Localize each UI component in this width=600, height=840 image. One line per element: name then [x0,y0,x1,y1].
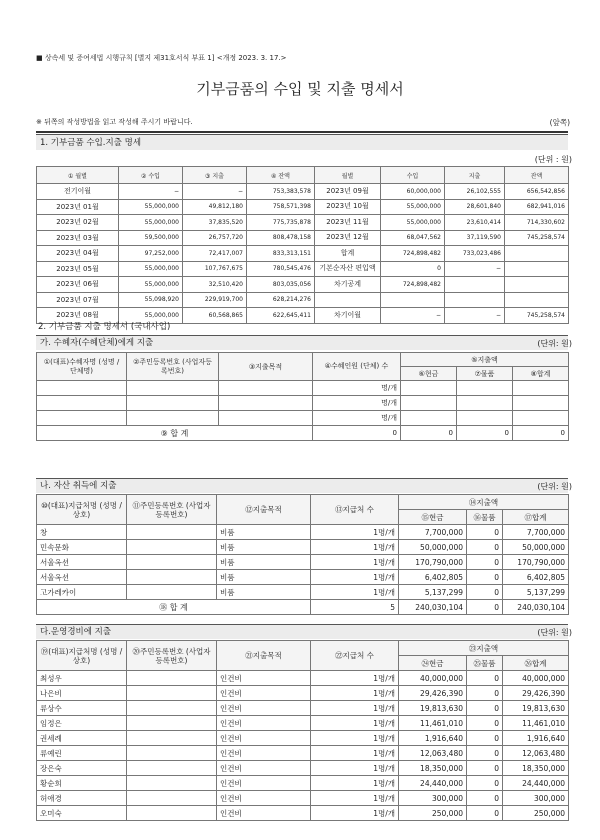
goods-cell: 0 [467,731,503,746]
month-cell: 2023년 02월 [37,215,119,231]
sum-count: 5 [311,600,399,615]
c-h-cash: ㉔현금 [399,656,467,671]
table-row [37,230,569,246]
table-row [37,746,569,761]
payee-name: 류예린 [37,746,127,761]
cash-cell: 19,813,630 [399,701,467,716]
count-unit: 명/개 [313,396,401,411]
c-h-reg: ⑳주민등록번호 (사업자등록번호) [127,641,217,671]
a-sum-goods: 0 [457,426,513,441]
goods-cell: 0 [467,701,503,716]
goods-cell: 0 [467,716,503,731]
title-rule [36,131,568,133]
expense-cell [445,292,505,308]
balance-cell: 622,645,411 [247,308,315,324]
total-cell: 50,000,000 [503,540,569,555]
income-cell [381,292,445,308]
purpose-cell: 인건비 [217,746,311,761]
c-h-name: ⑲(대표)지급처명 (성명 / 상호) [37,641,127,671]
month-cell: 차기공계 [315,277,381,293]
goods-cell: 0 [467,540,503,555]
expense-cell: 26,757,720 [183,230,247,246]
expense-cell: 32,510,420 [183,277,247,293]
expense-cell: 23,610,414 [445,215,505,231]
income-cell: 60,000,000 [381,184,445,200]
table-row [37,292,569,308]
table-row [37,686,569,701]
count-cell: 1명/개 [311,746,399,761]
table-row [37,731,569,746]
table-row [37,701,569,716]
cash-cell: 1,916,640 [399,731,467,746]
income-cell: 724,898,482 [381,277,445,293]
document-title: 기부금품의 수입 및 지출 명세서 [196,80,404,98]
payee-name: 권세례 [37,731,127,746]
balance-cell: 833,313,151 [247,246,315,262]
count-cell: 1명/개 [311,671,399,686]
c-h-goods: ㉕물품 [467,656,503,671]
goods-cell: 0 [467,806,503,821]
instruction-note: ※ 뒤쪽의 작성방법을 읽고 작성해 주시기 바랍니다. [36,118,193,126]
balance-cell: 780,545,476 [247,261,315,277]
registration-number [127,570,217,585]
count-cell: 1명/개 [311,525,399,540]
payee-name: 나은비 [37,686,127,701]
registration-number [127,585,217,600]
goods-cell: 0 [467,585,503,600]
a-sum-count: 0 [313,426,401,441]
goods-cell: 0 [467,525,503,540]
purpose-cell: 인건비 [217,686,311,701]
purpose-cell: 인건비 [217,806,311,821]
table-row [37,776,569,791]
expense-cell [445,277,505,293]
c-h-count: ㉒지급처 수 [311,641,399,671]
b-h-count: ⑬지급처 수 [311,495,399,525]
col-month-2: 월별 [315,167,381,184]
expense-cell: − [183,184,247,200]
table-row [37,570,569,585]
count-cell: 1명/개 [311,540,399,555]
income-cell: 55,000,000 [119,199,183,215]
b-h-name: ⑩(대표)지급처명 (성명 / 상호) [37,495,127,525]
total-cell: 250,000 [503,806,569,821]
registration-number [127,746,217,761]
page-side: (앞쪽) [549,118,570,127]
sub-c-title: 다.운영경비에 지출 [36,624,568,639]
goods-cell: 0 [467,686,503,701]
cash-cell: 300,000 [399,791,467,806]
income-cell: − [119,184,183,200]
registration-number [127,776,217,791]
expense-cell: 229,919,700 [183,292,247,308]
count-cell: 1명/개 [311,716,399,731]
purpose-cell: 인건비 [217,716,311,731]
b-h-total: ⑰합계 [503,510,569,525]
sum-total: 240,030,104 [503,600,569,615]
sum-row [37,426,569,441]
count-cell: 1명/개 [311,585,399,600]
sum-goods: 0 [467,600,503,615]
a-h-goods: ⑦물품 [457,367,513,381]
expense-cell: 733,023,486 [445,246,505,262]
table-row [37,525,569,540]
section2-title: 2. 기부금품 지출 명세서 (국내사업) [38,322,171,332]
payee-name: 황순희 [37,776,127,791]
total-cell: 7,700,000 [503,525,569,540]
balance-cell [505,261,569,277]
table-row [37,199,569,215]
balance-cell: 682,941,016 [505,199,569,215]
cash-cell: 50,000,000 [399,540,467,555]
table-row [37,761,569,776]
a-h-total: ⑧합계 [513,367,569,381]
purpose-cell: 비품 [217,570,311,585]
table-row [37,671,569,686]
cash-cell: 5,137,299 [399,585,467,600]
total-cell: 29,426,390 [503,686,569,701]
purpose-cell: 인건비 [217,731,311,746]
goods-cell: 0 [467,671,503,686]
expense-cell: 37,835,520 [183,215,247,231]
month-cell [315,292,381,308]
col-month: ① 월별 [37,167,119,184]
registration-number [127,525,217,540]
sub-b-title: 나. 자산 취득에 지출 [36,478,568,493]
count-cell: 1명/개 [311,761,399,776]
sum-row [37,600,569,615]
table-row [37,806,569,821]
income-cell: 55,000,000 [119,261,183,277]
cash-cell: 250,000 [399,806,467,821]
purpose-cell: 비품 [217,540,311,555]
sub-a-title: 가. 수혜자(수혜단체)에게 지출 [36,335,568,350]
payee-name: 오미숙 [37,806,127,821]
count-cell: 1명/개 [311,570,399,585]
cash-cell: 7,700,000 [399,525,467,540]
total-cell: 12,063,480 [503,746,569,761]
total-cell: 18,350,000 [503,761,569,776]
payee-name: 민속문화 [37,540,127,555]
a-h-amount: ⑤지출액 [401,353,569,367]
recipient-table [36,352,569,441]
month-cell: 2023년 06월 [37,277,119,293]
asset-table [36,494,569,615]
b-h-amount: ⑭지출액 [399,495,569,510]
count-cell: 1명/개 [311,776,399,791]
goods-cell: 0 [467,570,503,585]
registration-number [127,806,217,821]
registration-number [127,731,217,746]
a-h-count: ④수혜인원 (단체) 수 [313,353,401,381]
month-cell: 합계 [315,246,381,262]
section1-title: 1. 기부금품 수입.지출 명세 [36,134,568,150]
sum-label: ⑱ 합 계 [37,600,311,615]
purpose-cell: 비품 [217,555,311,570]
cash-cell: 11,461,010 [399,716,467,731]
total-cell: 300,000 [503,791,569,806]
balance-cell: 803,035,056 [247,277,315,293]
balance-cell: 714,330,602 [505,215,569,231]
month-cell: 2023년 07월 [37,292,119,308]
income-cell: 55,000,000 [119,215,183,231]
expense-cell: 49,812,180 [183,199,247,215]
total-cell: 6,402,805 [503,570,569,585]
sub-b-unit: (단위: 원) [537,482,572,491]
registration-number [127,540,217,555]
month-cell: 2023년 09월 [315,184,381,200]
goods-cell: 0 [467,791,503,806]
sub-c-unit: (단위: 원) [537,628,572,637]
sub-a-unit: (단위: 원) [537,339,572,348]
b-h-reg: ⑪주민등록번호 (사업자등록번호) [127,495,217,525]
a-sum-cash: 0 [401,426,457,441]
payee-name: 서울옥션 [37,570,127,585]
registration-number [127,671,217,686]
month-cell: 기본순자산 편입액 [315,261,381,277]
payee-name: 창 [37,525,127,540]
table-row [37,261,569,277]
month-cell: 전기이월 [37,184,119,200]
b-h-goods: ⑯물품 [467,510,503,525]
month-cell: 2023년 12월 [315,230,381,246]
month-cell: 차기이월 [315,308,381,324]
goods-cell: 0 [467,746,503,761]
col-expense-2: 지출 [445,167,505,184]
total-cell: 170,790,000 [503,555,569,570]
c-h-total: ㉖합계 [503,656,569,671]
month-cell: 2023년 08월 [37,308,119,324]
table-row [37,184,569,200]
month-cell: 2023년 04월 [37,246,119,262]
table-row [37,540,569,555]
month-cell: 2023년 03월 [37,230,119,246]
count-unit: 명/개 [313,381,401,396]
balance-cell: 753,383,578 [247,184,315,200]
expense-cell: 37,119,590 [445,230,505,246]
balance-cell [505,277,569,293]
a-sum-label: ⑨ 합 계 [37,426,313,441]
month-cell: 2023년 01월 [37,199,119,215]
a-h-cash: ⑥현금 [401,367,457,381]
cash-cell: 12,063,480 [399,746,467,761]
registration-number [127,701,217,716]
month-cell: 2023년 05월 [37,261,119,277]
income-cell: 0 [381,261,445,277]
balance-cell: 628,214,276 [247,292,315,308]
purpose-cell: 인건비 [217,776,311,791]
income-cell: 55,000,000 [381,199,445,215]
cash-cell: 40,000,000 [399,671,467,686]
payee-name: 허애경 [37,791,127,806]
income-cell: 55,098,920 [119,292,183,308]
payee-name: 장은숙 [37,761,127,776]
registration-number [127,716,217,731]
a-h-name: ①(대표)수혜자명 (성명 / 단체명) [37,353,127,381]
count-cell: 1명/개 [311,686,399,701]
balance-cell [505,246,569,262]
count-unit: 명/개 [313,411,401,426]
col-expense: ③ 지출 [183,167,247,184]
income-cell: 68,047,562 [381,230,445,246]
income-expense-table [36,166,569,324]
expense-cell: 26,102,555 [445,184,505,200]
cash-cell: 18,350,000 [399,761,467,776]
table-row [37,411,569,426]
income-cell: 724,898,482 [381,246,445,262]
purpose-cell: 비품 [217,525,311,540]
income-cell: 59,500,000 [119,230,183,246]
income-cell: − [381,308,445,324]
purpose-cell: 비품 [217,585,311,600]
balance-cell: 745,258,574 [505,308,569,324]
c-h-purpose: ㉑지출목적 [217,641,311,671]
expense-cell: 28,601,840 [445,199,505,215]
expense-cell: 107,767,675 [183,261,247,277]
payee-name: 고가레카이 [37,585,127,600]
purpose-cell: 인건비 [217,671,311,686]
registration-number [127,555,217,570]
cash-cell: 29,426,390 [399,686,467,701]
expense-cell: 60,568,865 [183,308,247,324]
cash-cell: 170,790,000 [399,555,467,570]
payee-name: 임정은 [37,716,127,731]
income-cell: 97,252,000 [119,246,183,262]
total-cell: 5,137,299 [503,585,569,600]
balance-cell: 656,542,856 [505,184,569,200]
goods-cell: 0 [467,761,503,776]
count-cell: 1명/개 [311,731,399,746]
payee-name: 서울옥션 [37,555,127,570]
b-h-purpose: ⑫지출목적 [217,495,311,525]
c-h-amount: ㉓지출액 [399,641,569,656]
payee-name: 최성우 [37,671,127,686]
expense-cell: 72,417,007 [183,246,247,262]
registration-number [127,761,217,776]
total-cell: 40,000,000 [503,671,569,686]
table-row [37,215,569,231]
month-cell: 2023년 10월 [315,199,381,215]
operating-expense-table [36,640,569,821]
payee-name: 류상수 [37,701,127,716]
total-cell: 11,461,010 [503,716,569,731]
regulation-note: ■ 상속세 및 증여세법 시행규칙 [별지 제31호서식 부표 1] <개정 2023. 3. 17.> [36,54,287,62]
a-h-reg: ②주민등록번호 (사업자등록번호) [127,353,219,381]
sum-cash: 240,030,104 [399,600,467,615]
table-row [37,716,569,731]
a-h-purpose: ③지출목적 [219,353,313,381]
col-balance-2: 잔액 [505,167,569,184]
table-row [37,381,569,396]
balance-cell: 758,571,398 [247,199,315,215]
count-cell: 1명/개 [311,555,399,570]
purpose-cell: 인건비 [217,761,311,776]
table-row [37,277,569,293]
balance-cell [505,292,569,308]
purpose-cell: 인건비 [217,701,311,716]
total-cell: 1,916,640 [503,731,569,746]
purpose-cell: 인건비 [217,791,311,806]
income-cell: 55,000,000 [119,277,183,293]
count-cell: 1명/개 [311,806,399,821]
total-cell: 24,440,000 [503,776,569,791]
expense-cell: − [445,261,505,277]
b-h-cash: ⑮현금 [399,510,467,525]
col-income: ② 수입 [119,167,183,184]
registration-number [127,791,217,806]
registration-number [127,686,217,701]
balance-cell: 745,258,574 [505,230,569,246]
total-cell: 19,813,630 [503,701,569,716]
cash-cell: 6,402,805 [399,570,467,585]
cash-cell: 24,440,000 [399,776,467,791]
expense-cell: − [445,308,505,324]
count-cell: 1명/개 [311,791,399,806]
count-cell: 1명/개 [311,701,399,716]
goods-cell: 0 [467,776,503,791]
table-row [37,246,569,262]
goods-cell: 0 [467,555,503,570]
section1-unit: (단위 : 원) [534,155,572,164]
table-row [37,555,569,570]
table-row [37,791,569,806]
balance-cell: 808,478,158 [247,230,315,246]
income-cell: 55,000,000 [381,215,445,231]
income-cell: 55,000,000 [119,308,183,324]
table-row [37,585,569,600]
col-balance: ④ 잔액 [247,167,315,184]
month-cell: 2023년 11월 [315,215,381,231]
a-sum-total: 0 [513,426,569,441]
balance-cell: 775,735,878 [247,215,315,231]
col-income-2: 수입 [381,167,445,184]
table-row [37,396,569,411]
